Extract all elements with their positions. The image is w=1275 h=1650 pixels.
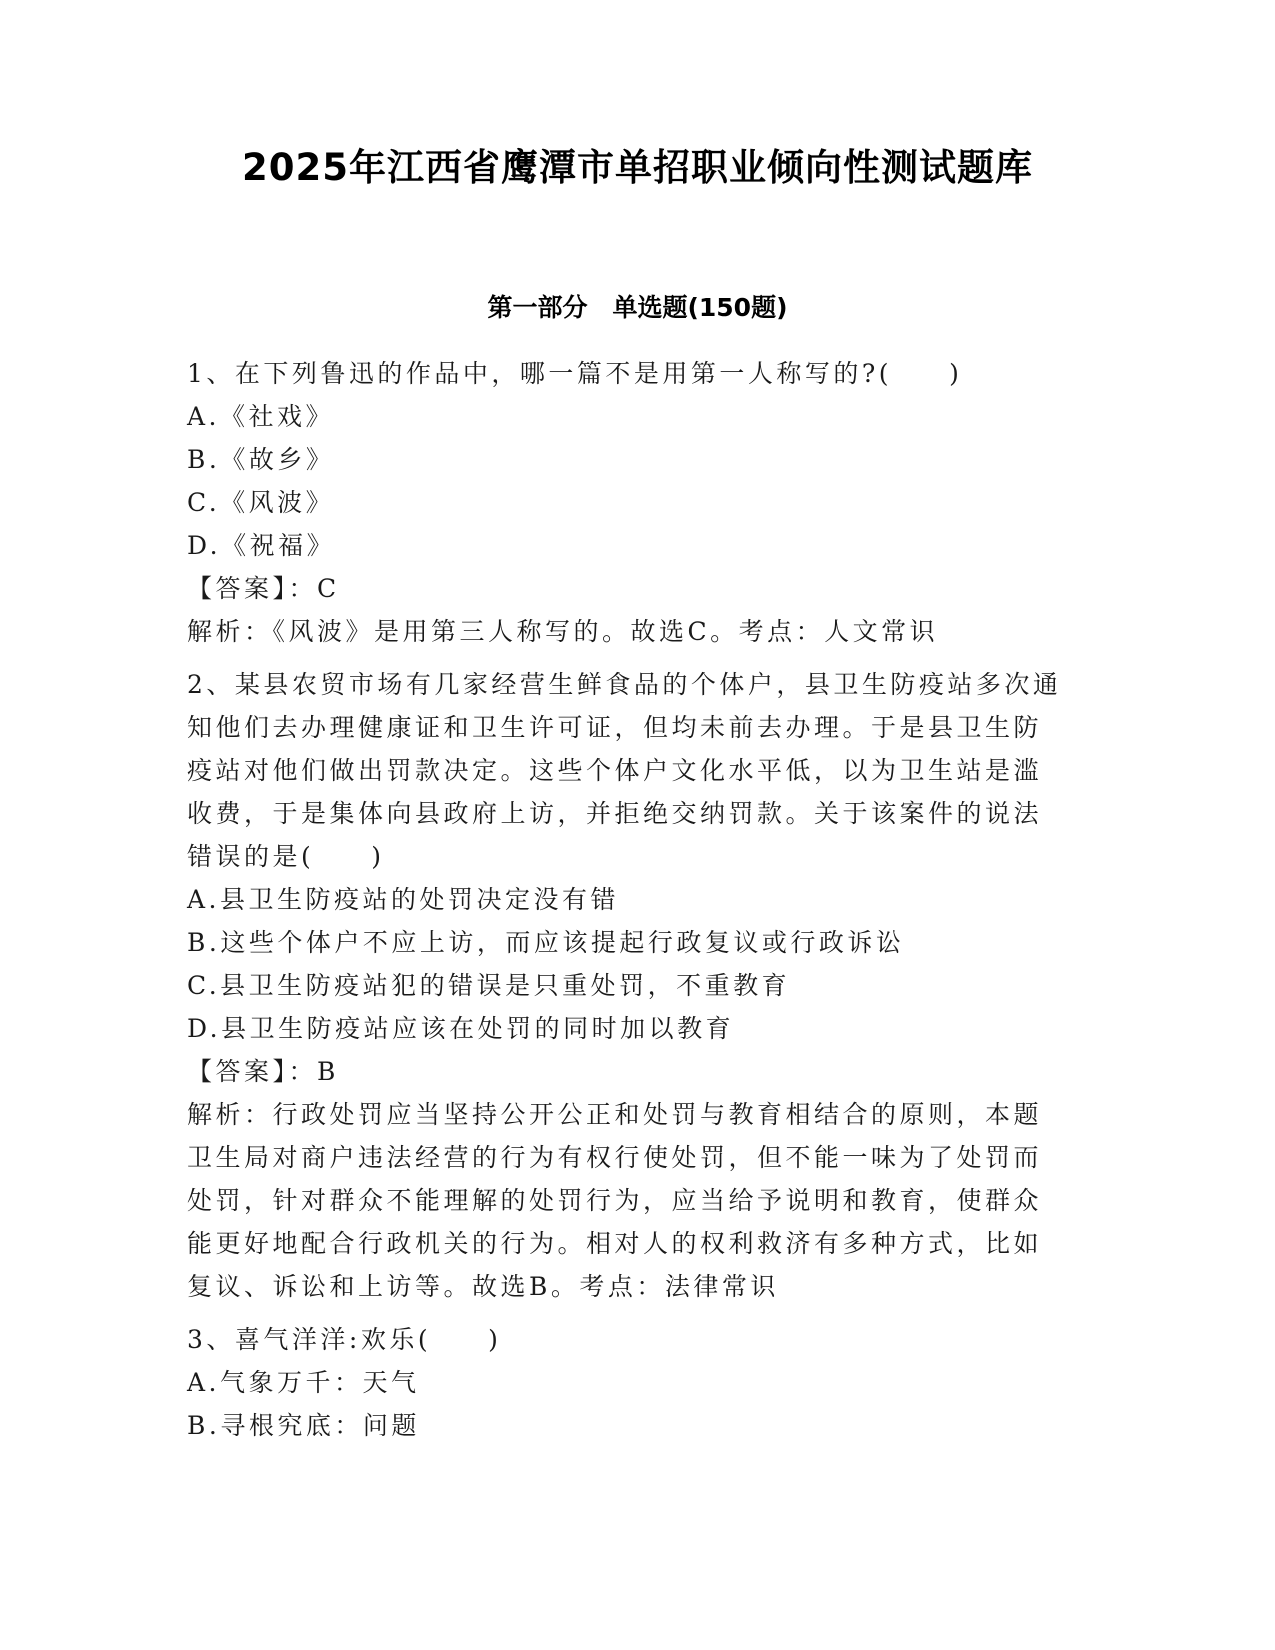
option-b: B.这些个体户不应上访，而应该提起行政复议或行政诉讼 [187,928,905,957]
option-b: B.寻根究底：问题 [187,1411,420,1440]
question-stem-line: 知他们去办理健康证和卫生许可证，但均未前去办理。于是县卫生防 [187,713,1043,742]
question-stem-line: 3、喜气洋洋:欢乐( ) [187,1325,502,1354]
question-list [187,352,1087,1447]
option-c: C.县卫生防疫站犯的错误是只重处罚，不重教育 [187,971,791,1000]
question-stem-line: 收费，于是集体向县政府上访，并拒绝交纳罚款。关于该案件的说法 [187,799,1043,828]
question-stem-line: 2、某县农贸市场有几家经营生鲜食品的个体户，县卫生防疫站多次通 [187,670,1062,699]
page-title: 2025年江西省鹰潭市单招职业倾向性测试题库 [242,146,1033,189]
analysis-line: 卫生局对商户违法经营的行为有权行使处罚，但不能一味为了处罚而 [187,1143,1043,1172]
question-3 [187,1318,1087,1447]
analysis-line: 复议、诉讼和上访等。故选B。考点：法律常识 [187,1272,779,1301]
option-a: A.《社戏》 [187,402,335,431]
analysis-line: 解析：《风波》是用第三人称写的。故选C。考点：人文常识 [187,617,939,646]
question-1 [187,352,1087,653]
analysis-line: 处罚，针对群众不能理解的处罚行为，应当给予说明和教育，使群众 [187,1186,1043,1215]
analysis-line: 解析：行政处罚应当坚持公开公正和处罚与教育相结合的原则，本题 [187,1100,1043,1129]
option-d: D.县卫生防疫站应该在处罚的同时加以教育 [187,1014,735,1043]
option-b: B.《故乡》 [187,445,335,474]
answer-line: 【答案】：C [187,574,340,603]
answer-line: 【答案】：B [187,1057,339,1086]
question-2 [187,663,1087,1308]
section-title: 第一部分 单选题(150题) [487,293,788,322]
option-c: C.《风波》 [187,488,335,517]
option-d: D.《祝福》 [187,531,336,560]
question-stem-line: 1、在下列鲁迅的作品中，哪一篇不是用第一人称写的?( ) [187,359,963,388]
question-stem-line: 错误的是( ) [187,842,385,871]
option-a: A.气象万千：天气 [187,1368,420,1397]
analysis-line: 能更好地配合行政机关的行为。相对人的权利救济有多种方式，比如 [187,1229,1043,1258]
question-stem-line: 疫站对他们做出罚款决定。这些个体户文化水平低，以为卫生站是滥 [187,756,1043,785]
option-a: A.县卫生防疫站的处罚决定没有错 [187,885,620,914]
